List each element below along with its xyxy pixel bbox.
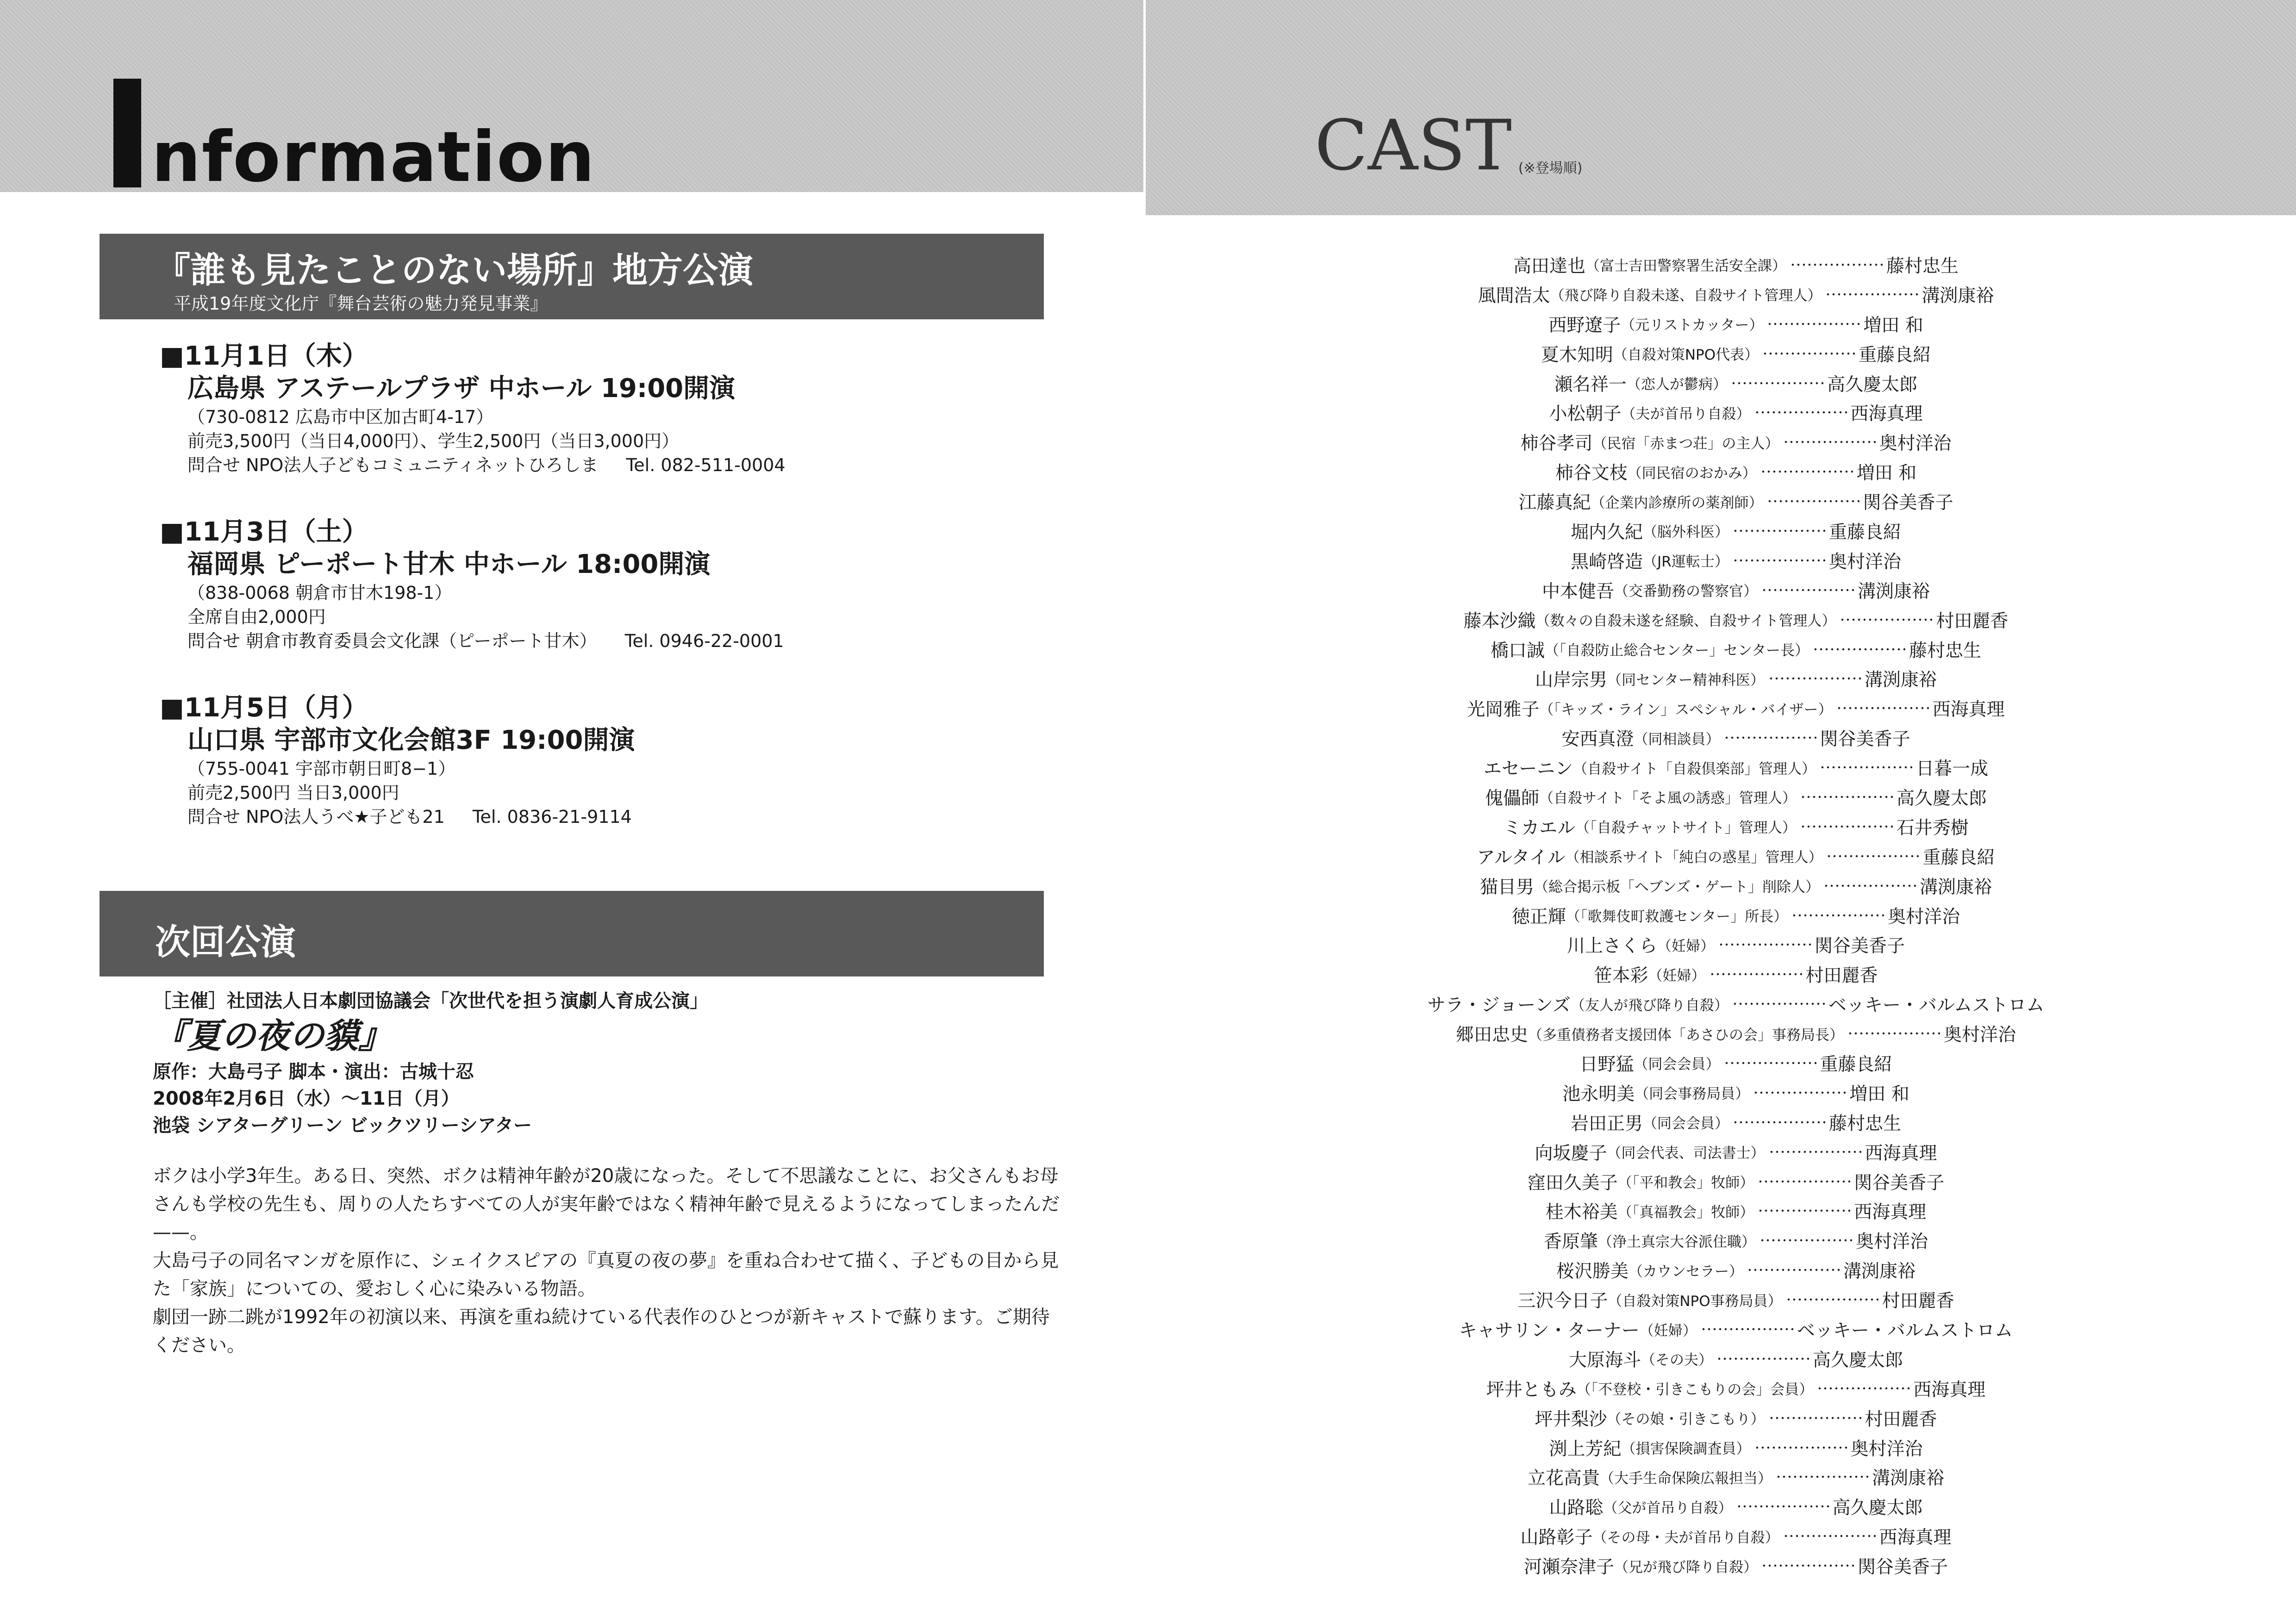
character-role: （同会事務局員）: [1635, 1086, 1750, 1103]
cast-row: [1204, 1048, 2268, 1078]
information-letter-i-bar: [113, 79, 141, 187]
description-paragraph: 劇団一跡二跳が1992年の初演以来、再演を重ね続けている代表作のひとつが新キャストで蘇ります。ご期待ください。: [153, 1306, 1050, 1356]
character-role: （大手生命保険広報担当）: [1600, 1470, 1772, 1487]
cast-row: [1204, 1551, 2268, 1580]
character-name: エセーニン: [1483, 759, 1573, 780]
leader-dots: [1724, 1062, 1816, 1064]
character-name: 大原海斗: [1568, 1349, 1641, 1371]
actor-name: 増田 和: [1849, 1083, 1909, 1105]
cast-row: [1204, 309, 2268, 339]
actor-name: 関谷美香子: [1858, 1557, 1948, 1578]
actor-name: 溝渕康裕: [1864, 670, 1937, 691]
character-name: 橋口誠: [1490, 640, 1545, 661]
character-role: （民宿「赤まつ荘」の主人）: [1592, 435, 1779, 452]
description-paragraph: 大島弓子の同名マンガを原作に、シェイクスピアの『真夏の夜の夢』を重ね合わせて描く、子どもの目から見た「家族」についての、愛おしく心に染みいる物語。: [153, 1250, 1059, 1300]
contact-tel: Tel. 0836-21-9114: [472, 807, 632, 827]
cast-row: [1204, 250, 2268, 280]
character-role: （富士吉田警察署生活安全課）: [1585, 258, 1786, 275]
next-credits: 原作：大島弓子 脚本・演出：古城十忍: [153, 1061, 474, 1082]
actor-name: 増田 和: [1863, 315, 1923, 336]
character-name: 岩田正男: [1570, 1113, 1643, 1134]
cast-heading: [1315, 106, 1583, 186]
character-name: 夏木知明: [1541, 344, 1613, 366]
character-name: 桂木裕美: [1545, 1202, 1618, 1223]
leader-dots: [1733, 1121, 1825, 1124]
actor-name: 西海真理: [1850, 404, 1923, 425]
character-role: （数々の自殺未遂を経験、自殺サイト管理人）: [1535, 613, 1836, 630]
leader-dots: [1820, 766, 1912, 769]
character-name: 光岡雅子: [1467, 699, 1540, 721]
leader-dots: [1754, 411, 1847, 414]
cast-row: [1204, 1462, 2268, 1492]
leader-dots: [1813, 648, 1905, 651]
cast-row: [1204, 664, 2268, 693]
cast-row: [1204, 871, 2268, 901]
character-name: 猫目男: [1480, 877, 1535, 898]
cast-row: [1204, 368, 2268, 398]
character-role: （自殺対策NPO事務局員）: [1608, 1293, 1782, 1310]
cast-row: [1204, 752, 2268, 782]
cast-heading-text: CAST: [1315, 106, 1512, 186]
actor-name: 溝渕康裕: [1919, 877, 1992, 898]
description-paragraph: ボクは小学3年生。ある日、突然、ボクは精神年齢が20歳になった。そして不思議なことに、お父さんもお母さんも学校の先生も、周りの人たちすべての人が実年齢ではなく精神年齢で見えるようになってしまったんだ——。: [153, 1165, 1060, 1243]
character-role: （同相談員）: [1634, 731, 1720, 748]
leader-dots: [1701, 1328, 1793, 1331]
character-role: （飛び降り自殺未遂、自殺サイト管理人）: [1550, 287, 1822, 305]
actor-name: 西海真理: [1932, 699, 2005, 721]
character-role: （妊婦）: [1639, 1322, 1697, 1339]
actor-name: 溝渕康裕: [1858, 581, 1930, 602]
leader-dots: [1836, 707, 1929, 709]
cast-row: [1204, 901, 2268, 930]
cast-row: [1204, 1255, 2268, 1285]
cast-row: [1204, 989, 2268, 1019]
character-name: 坪井梨沙: [1535, 1409, 1607, 1430]
character-name: 渕上芳紀: [1549, 1438, 1622, 1460]
leader-dots: [1800, 825, 1893, 828]
cast-row: [1204, 605, 2268, 634]
character-name: 日野猛: [1579, 1054, 1634, 1075]
actor-name: 奥村洋治: [1828, 551, 1901, 572]
character-name: 瀬名祥一: [1554, 374, 1627, 395]
leader-dots: [1736, 1505, 1829, 1508]
cast-row: [1204, 516, 2268, 546]
character-role: （恋人が鬱病）: [1627, 376, 1727, 393]
contact-tel: Tel. 0946-22-0001: [624, 631, 784, 651]
actor-name: 村田麗香: [1805, 965, 1878, 987]
character-name: 西野遼子: [1548, 315, 1621, 336]
character-role: （多重債務者支援団体「あさひの会」事務局長）: [1528, 1026, 1844, 1044]
cast-row: [1204, 959, 2268, 989]
actor-name: 日暮一成: [1916, 759, 1989, 780]
leader-dots: [1732, 1002, 1825, 1005]
performance-address: （730-0812 広島市中区加古町4-17）: [187, 407, 494, 427]
character-name: 山路彰子: [1520, 1527, 1593, 1548]
performance-venue: 広島県 アステールプラザ 中ホール 19:00開演: [187, 373, 736, 404]
next-performance: [153, 988, 1060, 1360]
character-name: 江藤真紀: [1518, 492, 1591, 514]
leader-dots: [1840, 618, 1932, 621]
character-role: （元リストカッター）: [1621, 317, 1764, 334]
actor-name: 高久慶太郎: [1813, 1349, 1903, 1371]
cast-row: [1204, 634, 2268, 664]
performance-price: 前売2,500円 当日3,000円: [187, 783, 399, 803]
character-role: （自殺対策NPO代表）: [1613, 347, 1759, 364]
character-name: 川上さくら: [1566, 936, 1657, 957]
actor-name: 関谷美香子: [1854, 1172, 1945, 1194]
character-role: （総合掲示板「ヘブンズ・ゲート」削除人）: [1534, 879, 1820, 896]
cast-row: [1204, 930, 2268, 959]
character-name: 高田達也: [1513, 255, 1585, 277]
cast-row: [1204, 1433, 2268, 1462]
character-name: 窪田久美子: [1527, 1172, 1618, 1194]
leader-dots: [1847, 1032, 1940, 1035]
character-name: 向坂慶子: [1535, 1143, 1607, 1164]
leader-dots: [1826, 855, 1919, 858]
actor-name: 西海真理: [1854, 1202, 1927, 1223]
leader-dots: [1786, 1298, 1878, 1301]
contact-text: 問合せ NPO法人うべ★子ども21: [187, 807, 445, 827]
character-name: 池永明美: [1562, 1083, 1635, 1105]
character-role: （妊婦）: [1657, 938, 1715, 955]
character-name: 堀内久紀: [1570, 522, 1643, 543]
character-name: 徳正輝: [1511, 906, 1566, 927]
next-sponsor: ［主催］社団法人日本劇団協議会「次世代を担う演劇人育成公演」: [153, 990, 708, 1012]
cast-row: [1204, 782, 2268, 812]
leader-dots: [1710, 973, 1802, 976]
leader-dots: [1760, 470, 1853, 473]
leader-dots: [1731, 382, 1823, 385]
character-name: 柿谷孝司: [1520, 433, 1593, 454]
character-name: 河瀬奈津子: [1523, 1557, 1614, 1578]
character-name: 藤本沙織: [1463, 610, 1536, 632]
character-name: 小松朝子: [1549, 404, 1622, 425]
leader-dots: [1733, 559, 1825, 562]
character-role: （浄土真宗大谷派住職）: [1598, 1233, 1756, 1250]
leader-dots: [1776, 1475, 1868, 1478]
character-role: （同センター精神科医）: [1607, 672, 1765, 689]
leader-dots: [1768, 677, 1861, 680]
performance-hiroshima: [160, 340, 786, 477]
cast-row: [1204, 546, 2268, 575]
cast-row: [1204, 398, 2268, 427]
leader-dots: [1769, 1417, 1861, 1419]
tour-subtitle: 平成19年度文化庁『舞台芸術の魅力発見事業』: [174, 293, 548, 314]
actor-name: 重藤良紹: [1859, 344, 1931, 366]
actor-name: 奥村洋治: [1856, 1231, 1928, 1253]
cast-row: [1204, 841, 2268, 871]
next-description: [153, 1162, 1060, 1360]
leader-dots: [1733, 529, 1825, 532]
leader-dots: [1791, 914, 1884, 917]
leader-dots: [1753, 1091, 1846, 1094]
leader-dots: [1762, 352, 1855, 355]
information-heading-text: nformation: [151, 117, 596, 198]
cast-row: [1204, 1492, 2268, 1521]
contact-text: 問合せ NPO法人子どもコミュニティネットひろしま: [187, 455, 599, 475]
actor-name: 関谷美香子: [1815, 936, 1905, 957]
leader-dots: [1718, 943, 1811, 946]
actor-name: 増田 和: [1856, 463, 1917, 484]
performance-venue: 福岡県 ピーポート甘木 中ホール 18:00開演: [187, 549, 711, 579]
character-name: 黒崎啓造: [1571, 551, 1643, 572]
actor-name: 奥村洋治: [1850, 1438, 1923, 1460]
actor-name: 藤村忠生: [1829, 1113, 1902, 1134]
cast-row: [1204, 280, 2268, 309]
actor-name: 西海真理: [1879, 1527, 1952, 1548]
tour-title: 『誰も見たことのない場所』地方公演: [155, 249, 753, 291]
leader-dots: [1800, 796, 1893, 798]
performance-fukuoka: [160, 516, 784, 653]
character-name: 桜沢勝美: [1556, 1261, 1628, 1282]
leader-dots: [1783, 441, 1876, 443]
contact-text: 問合せ 朝倉市教育委員会文化課（ピーポート甘木）: [187, 631, 597, 651]
character-name: 風間浩太: [1478, 285, 1550, 306]
character-role: （父が首吊り自殺）: [1603, 1499, 1733, 1517]
actor-name: 関谷美香子: [1863, 492, 1953, 514]
character-name: 山路聡: [1549, 1498, 1603, 1519]
cast-row: [1204, 1374, 2268, 1403]
cast-row: [1204, 486, 2268, 516]
next-section-bar: [100, 891, 1044, 976]
leader-dots: [1817, 1387, 1909, 1390]
actor-name: ベッキー・バルムストロム: [1797, 1320, 2013, 1341]
actor-name: 村田麗香: [1865, 1409, 1937, 1430]
performance-date: ■11月1日（木）: [160, 341, 368, 371]
performance-venue: 山口県 宇部市文化会館3F 19:00開演: [187, 725, 635, 755]
leader-dots: [1758, 1180, 1850, 1183]
character-role: （カウンセラー）: [1628, 1263, 1743, 1280]
performance-date: ■11月5日（月）: [160, 693, 368, 723]
leader-dots: [1790, 263, 1883, 266]
actor-name: 高久慶太郎: [1896, 788, 1987, 809]
character-role: （自殺サイト「そよ風の誘惑」管理人）: [1539, 790, 1797, 807]
information-heading: [113, 76, 596, 198]
character-role: （兄が飛び降り自殺）: [1614, 1559, 1758, 1576]
character-role: （同民宿のおかみ）: [1627, 465, 1757, 482]
actor-name: 西海真理: [1865, 1143, 1937, 1164]
character-role: （「真福教会」牧師）: [1617, 1204, 1754, 1221]
cast-list: [1204, 250, 2268, 1580]
actor-name: 関谷美香子: [1820, 729, 1910, 750]
cast-row: [1204, 1521, 2268, 1551]
character-name: 笹本彩: [1594, 965, 1648, 987]
leader-dots: [1758, 1209, 1850, 1212]
character-name: アルタイル: [1477, 847, 1566, 868]
cast-row: [1204, 427, 2268, 457]
character-role: （相談系サイト「純白の惑星」管理人）: [1565, 849, 1823, 866]
leader-dots: [1747, 1269, 1840, 1271]
actor-name: 高久慶太郎: [1832, 1498, 1923, 1519]
character-role: （同会代表、司法書士）: [1607, 1145, 1765, 1162]
character-name: 三沢今日子: [1517, 1291, 1608, 1312]
next-title: 『夏の夜の貘』: [153, 1016, 393, 1056]
performance-contact: [187, 805, 635, 829]
performance-contact: [187, 453, 786, 477]
character-role: （企業内診療所の薬剤師）: [1591, 494, 1763, 511]
character-role: （友人が飛び降り自殺）: [1570, 997, 1728, 1014]
performance-price: 全席自由2,000円: [187, 607, 326, 627]
character-role: （「不登校・引きこもりの会」会員）: [1576, 1381, 1814, 1399]
cast-row: [1204, 1225, 2268, 1255]
leader-dots: [1783, 1535, 1876, 1537]
actor-name: 溝渕康裕: [1843, 1261, 1916, 1282]
actor-name: 奥村洋治: [1888, 906, 1960, 927]
tour-section-bar: [100, 234, 1044, 319]
cast-row: [1204, 1107, 2268, 1137]
character-role: （その娘・引きこもり）: [1607, 1411, 1765, 1428]
cast-row: [1204, 575, 2268, 605]
character-role: （交番勤務の警察官）: [1614, 583, 1758, 600]
character-name: 安西真澄: [1561, 729, 1634, 750]
cast-row: [1204, 1403, 2268, 1433]
character-name: ミカエル: [1503, 817, 1576, 839]
cast-row: [1204, 723, 2268, 752]
actor-name: 村田麗香: [1936, 610, 2009, 632]
actor-name: 村田麗香: [1882, 1291, 1954, 1312]
character-role: （「平和教会」牧師）: [1617, 1175, 1754, 1192]
cast-row: [1204, 1019, 2268, 1048]
character-role: （同会会員）: [1634, 1056, 1720, 1073]
character-role: （「自殺チャットサイト」管理人）: [1575, 820, 1797, 837]
next-theater: 池袋 シアターグリーン ビックツリーシアター: [153, 1115, 532, 1136]
cast-row: [1204, 1285, 2268, 1314]
actor-name: 藤村忠生: [1886, 255, 1959, 277]
leader-dots: [1761, 1564, 1854, 1567]
actor-name: 溝渕康裕: [1872, 1468, 1945, 1489]
character-name: 郷田忠史: [1455, 1025, 1528, 1046]
character-role: （妊婦）: [1648, 967, 1706, 984]
cast-row: [1204, 1196, 2268, 1226]
character-name: 柿谷文枝: [1555, 463, 1628, 484]
performance-address: （755-0041 宇部市朝日町8−1）: [187, 759, 456, 779]
leader-dots: [1767, 500, 1859, 503]
cast-row: [1204, 812, 2268, 841]
cast-row: [1204, 1314, 2268, 1344]
character-name: 傀儡師: [1485, 788, 1540, 809]
next-dates: 2008年2月6日（水）〜11日（月）: [153, 1088, 460, 1109]
cast-row: [1204, 1137, 2268, 1167]
character-name: 立花高貴: [1527, 1468, 1600, 1489]
actor-name: 奥村洋治: [1879, 433, 1952, 454]
actor-name: 重藤良紹: [1829, 522, 1902, 543]
actor-name: 高久慶太郎: [1827, 374, 1918, 395]
character-role: （その母・夫が首吊り自殺）: [1592, 1529, 1779, 1546]
leader-dots: [1759, 1239, 1852, 1242]
leader-dots: [1767, 323, 1859, 325]
leader-dots: [1825, 293, 1918, 296]
leader-dots: [1754, 1446, 1847, 1449]
character-role: （JR運転士）: [1643, 553, 1729, 571]
cast-row: [1204, 339, 2268, 368]
character-name: 坪井ともみ: [1486, 1379, 1577, 1400]
actor-name: 奥村洋治: [1944, 1025, 2016, 1046]
performance-yamaguchi: [160, 692, 635, 829]
cast-row: [1204, 1344, 2268, 1374]
character-name: サラ・ジョーンズ: [1427, 995, 1571, 1016]
performance-contact: [187, 629, 784, 653]
character-name: 山岸宗男: [1535, 670, 1608, 691]
contact-tel: Tel. 082-511-0004: [626, 455, 786, 475]
character-role: （同会会員）: [1643, 1115, 1729, 1132]
character-role: （夫が首吊り自殺）: [1621, 405, 1751, 423]
leader-dots: [1716, 1357, 1809, 1360]
cast-row: [1204, 1078, 2268, 1107]
character-name: 中本健吾: [1541, 581, 1614, 602]
next-section-title: 次回公演: [155, 921, 296, 963]
leader-dots: [1724, 736, 1816, 739]
character-role: （自殺サイト「自殺倶楽部」管理人）: [1573, 760, 1816, 777]
actor-name: 重藤良紹: [1820, 1054, 1892, 1075]
character-role: （「歌舞伎町救護センター」所長）: [1566, 908, 1788, 926]
actor-name: 石井秀樹: [1896, 817, 1969, 839]
character-role: （脳外科医）: [1643, 524, 1729, 541]
performance-address: （838-0068 朝倉市甘木198-1）: [187, 583, 452, 603]
character-name: 香原肇: [1543, 1231, 1598, 1253]
leader-dots: [1761, 589, 1854, 591]
actor-name: 重藤良紹: [1922, 847, 1995, 868]
character-role: （「キッズ・ライン」スペシャル・バイザー）: [1539, 701, 1833, 718]
cast-order-note: (※登場順): [1518, 160, 1583, 176]
performance-date: ■11月3日（土）: [160, 517, 368, 547]
cast-row: [1204, 457, 2268, 486]
actor-name: 西海真理: [1913, 1379, 1986, 1400]
leader-dots: [1823, 884, 1916, 887]
cast-row: [1204, 693, 2268, 723]
character-role: （「自殺防止総合センター」センター長）: [1544, 642, 1809, 659]
actor-name: ベッキー・バルムストロム: [1828, 995, 2045, 1016]
cast-row: [1204, 1167, 2268, 1196]
performance-price: 前売3,500円（当日4,000円）、学生2,500円（当日3,000円）: [187, 431, 680, 451]
leader-dots: [1769, 1150, 1861, 1153]
actor-name: 溝渕康裕: [1922, 285, 1994, 306]
character-role: （損害保険調査員）: [1621, 1441, 1751, 1458]
character-name: キャサリン・ターナー: [1459, 1320, 1640, 1341]
character-role: （その夫）: [1641, 1352, 1713, 1369]
actor-name: 藤村忠生: [1909, 640, 1982, 661]
